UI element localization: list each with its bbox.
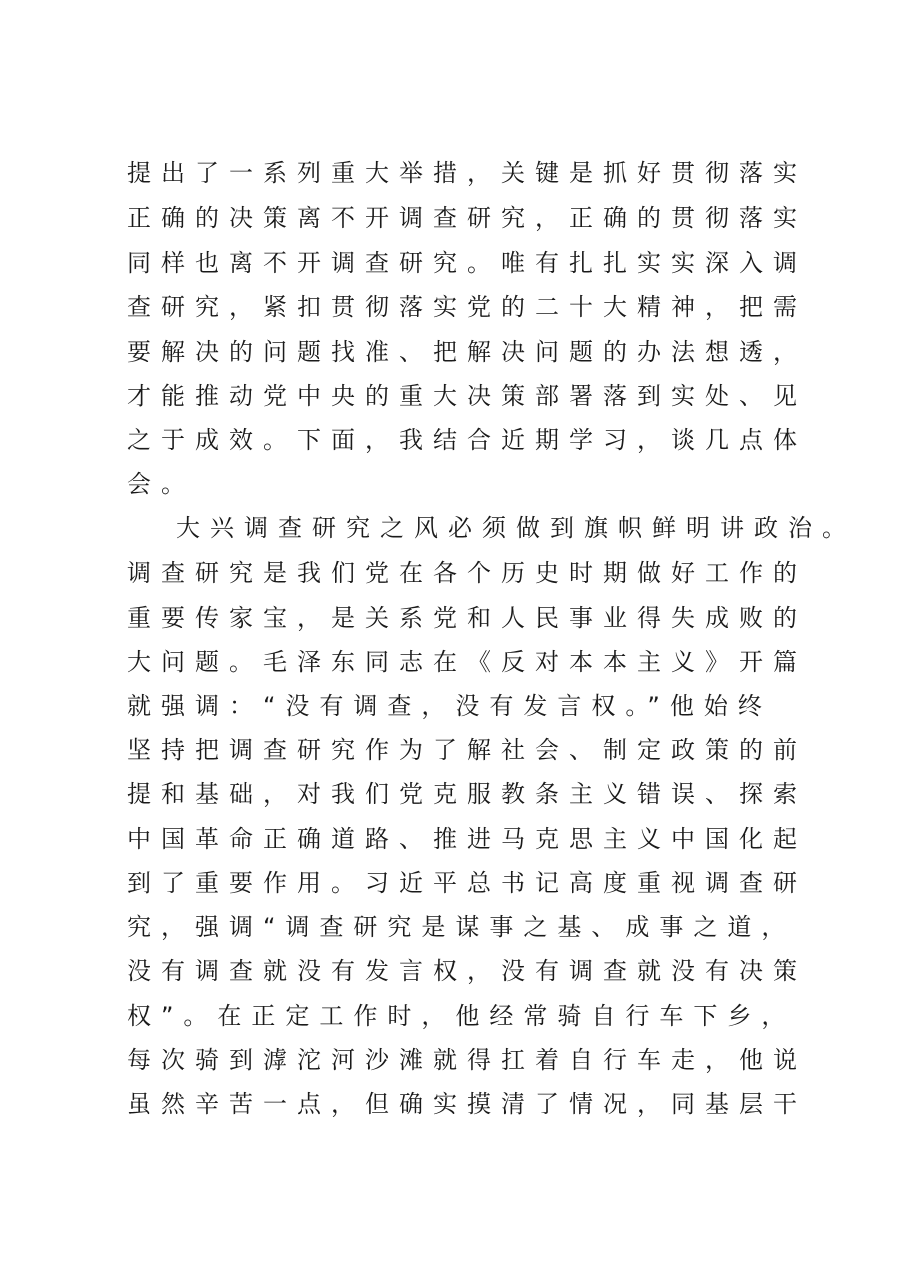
text-line: 究，强调“调查研究是谋事之基、成事之道， (127, 913, 796, 941)
text-line: 要解决的问题找准、把解决问题的办法想透， (127, 338, 807, 366)
text-line: 查研究，紧扣贯彻落实党的二十大精神，把需 (127, 293, 807, 321)
text-line: 大问题。毛泽东同志在《反对本本主义》开篇 (127, 648, 807, 676)
paragraph-heading-line: 大兴调查研究之风必须做到旗帜鲜明讲政治。 (176, 514, 856, 542)
text-line: 同样也离不开调查研究。唯有扎扎实实深入调 (127, 249, 807, 277)
text-line: 坚持把调查研究作为了解社会、制定政策的前 (127, 736, 807, 764)
text-line: 到了重要作用。习近平总书记高度重视调查研 (127, 869, 807, 897)
text-line: 就强调：“没有调查，没有发言权。”他始终 (127, 692, 772, 720)
text-line: 没有调查就没有发言权，没有调查就没有决策 (127, 957, 807, 985)
text-line: 重要传家宝，是关系党和人民事业得失成败的 (127, 604, 807, 632)
text-line: 中国革命正确道路、推进马克思主义中国化起 (127, 825, 807, 853)
text-line: 调查研究是我们党在各个历史时期做好工作的 (127, 559, 807, 587)
text-line: 虽然辛苦一点，但确实摸清了情况，同基层干 (127, 1090, 807, 1118)
text-line: 之于成效。下面，我结合近期学习，谈几点体 (127, 426, 807, 454)
text-line: 提和基础，对我们党克服教条主义错误、探索 (127, 780, 807, 808)
text-line: 提出了一系列重大举措，关键是抓好贯彻落实 (127, 159, 807, 187)
text-line: 正确的决策离不开调查研究，正确的贯彻落实 (127, 204, 807, 232)
text-line: 才能推动党中央的重大决策部署落到实处、见 (127, 382, 807, 410)
text-line: 权”。在正定工作时，他经常骑自行车下乡， (127, 1002, 796, 1030)
text-line: 会。 (127, 470, 195, 498)
text-line: 每次骑到滹沱河沙滩就得扛着自行车走，他说 (127, 1046, 807, 1074)
